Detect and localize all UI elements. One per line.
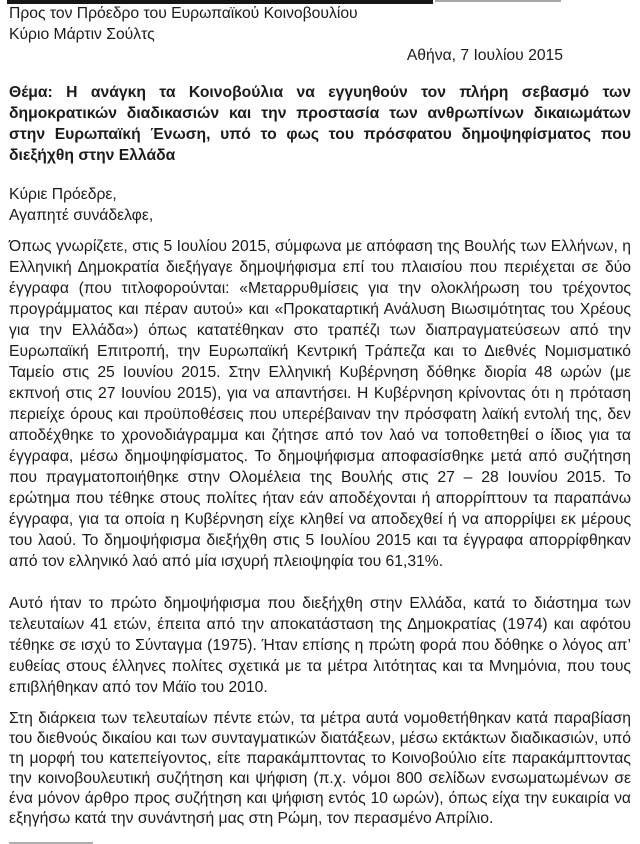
salutation-line-2: Αγαπητέ συνάδελφε, bbox=[9, 207, 154, 224]
subject-line: Θέμα: Η ανάγκη τα Κοινοβούλια να εγγυηθούν τον πλήρη σεβασμό των δημοκρατικών διαδικασιών και την προστασία των ανθρωπίνων δικαιωμάτων στην Ευρωπαϊκή Ένωση, υπό το φως του πρόσφατου δημοψηφίσματος που διεξήχθη στην Ελλάδα bbox=[9, 84, 631, 164]
body-paragraph-2: Αυτό ήταν το πρώτο δημοψήφισμα που διεξήχθη στην Ελλάδα, κατά το διάστημα των τελευταίων 41 ετών, έπειτα από την αποκατάσταση της Δημοκρατίας (1974) και αφότου τέθηκε σε ισχύ το Σύνταγμα (1975). Ήταν επίσης η πρώτη φορά που δόθηκε ο λόγος απ’ ευθείας στους έλληνες πολίτες σχετικά με τα μέτρα λιτότητας και τα Μνημόνια, που τους επιβλήθηκαν από τον Μάϊο του 2010. bbox=[9, 595, 631, 696]
recipient-line-2: Κύριο Μάρτιν Σούλτς bbox=[9, 26, 155, 43]
body-paragraph-1: Όπως γνωρίζετε, στις 5 Ιουλίου 2015, σύμφωνα με απόφαση της Βουλής των Ελλήνων, η Ελληνική Δημοκρατία διεξήγαγε δημοψήφισμα επί του πλαισίου που περιέχεται σε δύο έγγραφα (που τιτλοφορούνται: «Μεταρρυθμίσεις για την ολοκλήρωση του τρέχοντος προγράμματος και πέραν αυτού» και «Προκαταρτική Ανάλυση Βιωσιμότητας του Χρέους για την Ελλάδα») όπως κατατέθηκαν στο τραπέζι των διαπραγματεύσεων από την Ευρωπαϊκή Επιτροπή, την Ευρωπαϊκή Κεντρική Τράπεζα και το Διεθνές Νομισματικό Ταμείο στις 25 Ιουνίου 2015. Στην Ελληνική Κυβέρνηση δόθηκε διορία 48 ωρών (με εκπνοή στις 27 Ιουνίου 2015), για να απαντήσει. Η Κυβέρνηση κρίνοντας ότι η πρόταση περιείχε όρους και προϋποθέσεις που υπερέβαιναν την πρόσφατη λαϊκή εντολή της, δεν αποδέχθηκε το χρονοδιάγραμμα και ζήτησε από τον λαό να τοποθετηθεί ο ίδιος για τα έγγραφα, μέσω δημοψηφίσματος. Το δημοψήφισμα αποφασίσθηκε μετά από συζήτηση που πραγματοποιήθηκε στην Ολομέλεια της Βουλής στις 27 – 28 Ιουνίου 2015. Το ερώτημα που τέθηκε στους πολίτες ήταν εάν αποδέχονται ή απορρίπτουν τα παραπάνω έγγραφα, για τα οποία η Κυβέρνηση είχε κληθεί να αποδεχθεί ή να απορρίψει εκ μέρους του λαού. Το δημοψήφισμα διεξήχθη στις 5 Ιουλίου 2015 και τα έγγραφα απορρίφθηκαν από τον ελληνικό λαό από μία ισχυρή πλειοψηφία του 61,31%. bbox=[9, 238, 631, 570]
body-paragraph-3: Στη διάρκεια των τελευταίων πέντε ετών, τα μέτρα αυτά νομοθετήθηκαν κατά παραβίαση του διεθνούς δικαίου και των συνταγματικών διατάξεων, μέσω εκτάκτων διαδικασιών, υπό τη μορφή του κατεπείγοντος, είτε παρακάμπτοντας το Κοινοβούλιο είτε παρακάμπτοντας την κοινοβουλευτική συζήτηση και ψήφιση (π.χ. νόμοι 800 σελίδων ενσωματωμένων σε ένα μόνον άρθρο προς συζήτηση και ψήφιση εντός 10 ωρών), όπως είχα την ευκαιρία να εξηγήσω κατά την συνάντησή μας στη Ρώμη, τον περασμένο Απρίλιο. bbox=[9, 710, 631, 827]
recipient-line-1: Προς τον Πρόεδρο του Ευρωπαϊκού Κοινοβουλίου bbox=[9, 5, 358, 22]
recipient-block bbox=[9, 3, 631, 45]
dateline: Αθήνα, 7 Ιουλίου 2015 bbox=[406, 47, 563, 64]
salutation-line-1: Κύριε Πρόεδρε, bbox=[9, 186, 117, 203]
salutation-block bbox=[9, 184, 631, 226]
